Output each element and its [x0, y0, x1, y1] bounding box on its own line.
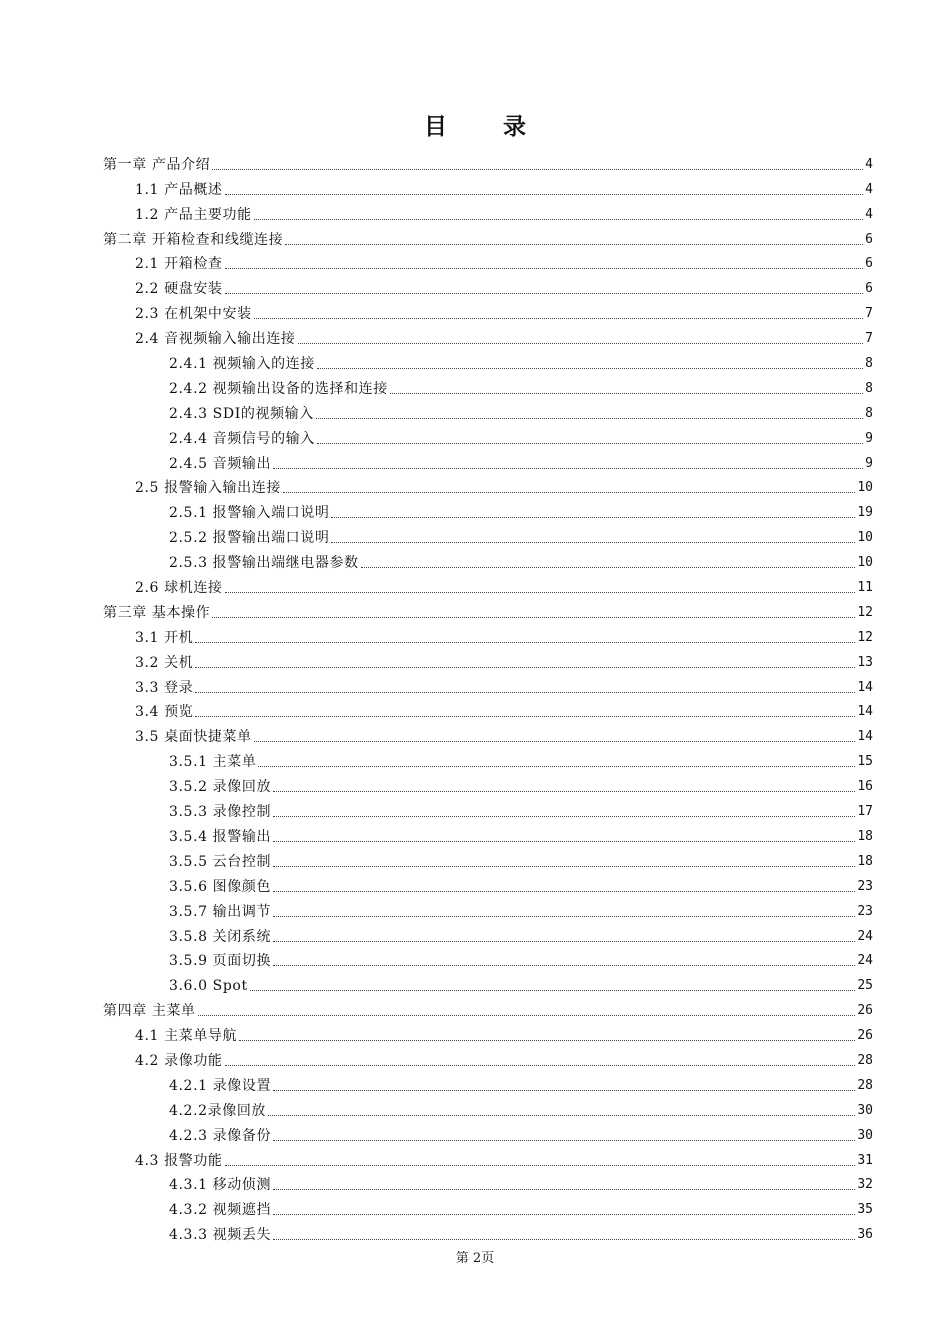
toc-entry-page-number: 8: [865, 380, 873, 396]
toc-entry[interactable]: [103, 746, 873, 771]
dot-leader: [273, 1213, 855, 1215]
toc-entry-page-number: 18: [857, 828, 873, 844]
dot-leader: [331, 541, 855, 543]
toc-entry-title: 4.2.2录像回放: [169, 1102, 267, 1119]
toc-entry-page-number: 14: [857, 704, 873, 720]
toc-entry[interactable]: [103, 647, 873, 672]
dot-leader: [254, 740, 856, 742]
toc-entry-page-number: 30: [857, 1102, 873, 1118]
dot-leader: [283, 491, 855, 493]
toc-entry-page-number: 30: [857, 1127, 873, 1143]
toc-entry[interactable]: [103, 796, 873, 821]
toc-entry-page-number: 7: [865, 306, 873, 322]
toc-entry-title: 2.5.1 报警输入端口说明: [169, 505, 330, 522]
toc-entry-page-number: 25: [857, 978, 873, 994]
toc-entry-page-number: 31: [857, 1152, 873, 1168]
toc-entry[interactable]: [103, 597, 873, 622]
toc-entry[interactable]: [103, 1070, 873, 1095]
toc-entry[interactable]: [103, 547, 873, 572]
toc-entry-page-number: 12: [857, 604, 873, 620]
toc-entry-page-number: 24: [857, 928, 873, 944]
dot-leader: [254, 317, 863, 319]
dot-leader: [225, 267, 864, 269]
toc-title: 目 录: [423, 114, 550, 140]
toc-entry-title: 3.3 登录: [135, 679, 194, 696]
toc-entry-page-number: 7: [865, 331, 873, 347]
dot-leader: [195, 641, 855, 643]
toc-entry[interactable]: [103, 921, 873, 946]
toc-entry-title: 3.5.7 输出调节: [169, 903, 272, 920]
dot-leader: [212, 168, 863, 170]
dot-leader: [317, 367, 863, 369]
toc-entry-title: 2.4.5 音频输出: [169, 455, 272, 472]
dot-leader: [225, 292, 864, 294]
toc-entry-page-number: 19: [857, 505, 873, 521]
toc-entry-title: 2.1 开箱检查: [135, 256, 223, 273]
toc-entry[interactable]: [103, 199, 873, 224]
toc-entry-page-number: 18: [857, 853, 873, 869]
dot-leader: [273, 1238, 855, 1240]
toc-entry-title: 2.4.4 音频信号的输入: [169, 430, 315, 447]
toc-entry[interactable]: [103, 871, 873, 896]
toc-entry-title: 4.2 录像功能: [135, 1052, 223, 1069]
dot-leader: [225, 1164, 856, 1166]
toc-entry-title: 3.6.0 Spot: [169, 978, 248, 995]
dot-leader: [225, 193, 864, 195]
dot-leader: [273, 467, 863, 469]
toc-entry-title: 2.5.3 报警输出端继电器参数: [169, 555, 359, 572]
dot-leader: [273, 1188, 855, 1190]
toc-entry[interactable]: [103, 323, 873, 348]
toc-entry[interactable]: [103, 298, 873, 323]
toc-entry-page-number: 10: [857, 555, 873, 571]
dot-leader: [273, 840, 855, 842]
toc-entry-title: 3.5.1 主菜单: [169, 754, 257, 771]
toc-entry[interactable]: [103, 721, 873, 746]
toc-entry-page-number: 6: [865, 281, 873, 297]
toc-entry[interactable]: [103, 249, 873, 274]
toc-entry[interactable]: [103, 622, 873, 647]
dot-leader: [254, 218, 863, 220]
dot-leader: [212, 616, 855, 618]
dot-leader: [239, 1039, 855, 1041]
dot-leader: [273, 1139, 855, 1141]
toc-entry-title: 第四章 主菜单: [103, 1003, 196, 1020]
toc-entry[interactable]: [103, 398, 873, 423]
toc-entry-page-number: 10: [857, 480, 873, 496]
dot-leader: [273, 865, 855, 867]
dot-leader: [331, 516, 855, 518]
toc-entry-page-number: 26: [857, 1003, 873, 1019]
dot-leader: [273, 964, 855, 966]
toc-entry-title: 3.5 桌面快捷菜单: [135, 729, 252, 746]
toc-entry-page-number: 6: [865, 231, 873, 247]
toc-entry-title: 2.4.3 SDI的视频输入: [169, 405, 314, 422]
toc-entry[interactable]: [103, 473, 873, 498]
dot-leader: [273, 940, 855, 942]
dot-leader: [273, 890, 855, 892]
toc-entry-title: 2.5 报警输入输出连接: [135, 480, 281, 497]
toc-entry-title: 4.3.1 移动侦测: [169, 1177, 272, 1194]
toc-entry-page-number: 36: [857, 1227, 873, 1243]
toc-entry-title: 4.2.3 录像备份: [169, 1127, 272, 1144]
dot-leader: [198, 1014, 856, 1016]
page-number-footer: 第 2页: [455, 1251, 495, 1266]
dot-leader: [195, 715, 855, 717]
toc-entry[interactable]: [103, 224, 873, 249]
toc-entry-page-number: 16: [857, 779, 873, 795]
toc-entry[interactable]: [103, 373, 873, 398]
toc-entry[interactable]: [103, 174, 873, 199]
toc-entry[interactable]: [103, 448, 873, 473]
toc-entry[interactable]: [103, 1170, 873, 1195]
toc-entry-title: 1.1 产品概述: [135, 181, 223, 198]
toc-entry-title: 3.5.5 云台控制: [169, 853, 272, 870]
toc-entry-page-number: 13: [857, 654, 873, 670]
toc-entry-page-number: 10: [857, 530, 873, 546]
toc-entry-page-number: 15: [857, 754, 873, 770]
dot-leader: [258, 765, 855, 767]
toc-entry-title: 4.1 主菜单导航: [135, 1028, 238, 1045]
toc-entry[interactable]: [103, 896, 873, 921]
toc-entry-title: 2.4.2 视频输出设备的选择和连接: [169, 380, 388, 397]
toc-entry[interactable]: [103, 1045, 873, 1070]
dot-leader: [316, 417, 863, 419]
toc-entry[interactable]: [103, 970, 873, 995]
toc-entry[interactable]: [103, 522, 873, 547]
toc-entry[interactable]: [103, 697, 873, 722]
toc-entry-title: 3.5.6 图像颜色: [169, 878, 272, 895]
toc-entry-page-number: 8: [865, 356, 873, 372]
toc-entry[interactable]: [103, 1219, 873, 1244]
dot-leader: [195, 691, 855, 693]
toc-entry-page-number: 17: [857, 804, 873, 820]
toc-entry-title: 3.1 开机: [135, 629, 194, 646]
dot-leader: [298, 342, 864, 344]
toc-entry-page-number: 14: [857, 729, 873, 745]
toc-entry[interactable]: [103, 1020, 873, 1045]
toc-entry-title: 2.3 在机架中安装: [135, 306, 252, 323]
toc-entry-page-number: 32: [857, 1177, 873, 1193]
toc-entry-title: 3.5.2 录像回放: [169, 779, 272, 796]
toc-entry-title: 4.3.3 视频丢失: [169, 1227, 272, 1244]
toc-entry-title: 2.5.2 报警输出端口说明: [169, 530, 330, 547]
dot-leader: [268, 1114, 855, 1116]
toc-entry-title: 第一章 产品介绍: [103, 156, 211, 173]
toc-entry[interactable]: [103, 1194, 873, 1219]
toc-entry-page-number: 9: [865, 430, 873, 446]
toc-entry-page-number: 12: [857, 629, 873, 645]
toc-entry-page-number: 28: [857, 1077, 873, 1093]
toc-entry[interactable]: [103, 771, 873, 796]
toc-entry[interactable]: [103, 348, 873, 373]
toc-entry-title: 3.2 关机: [135, 654, 194, 671]
toc-entry-page-number: 4: [865, 156, 873, 172]
dot-leader: [390, 392, 863, 394]
toc-entry[interactable]: [103, 946, 873, 971]
toc-entry-page-number: 23: [857, 903, 873, 919]
dot-leader: [225, 1064, 856, 1066]
dot-leader: [273, 815, 855, 817]
toc-entry-page-number: 6: [865, 256, 873, 272]
toc-entry[interactable]: [103, 1145, 873, 1170]
dot-leader: [273, 1089, 855, 1091]
toc-entry-title: 3.5.3 录像控制: [169, 804, 272, 821]
toc-entry-page-number: 4: [865, 181, 873, 197]
toc-entry-page-number: 8: [865, 405, 873, 421]
toc-entry-page-number: 35: [857, 1202, 873, 1218]
toc-entry-title: 3.5.9 页面切换: [169, 953, 272, 970]
dot-leader: [317, 442, 863, 444]
toc-entry[interactable]: [103, 497, 873, 522]
dot-leader: [273, 790, 855, 792]
toc-entry-title: 3.4 预览: [135, 704, 194, 721]
toc-entry-page-number: 4: [865, 206, 873, 222]
toc-entry[interactable]: [103, 149, 873, 174]
toc-entry[interactable]: [103, 1120, 873, 1145]
toc-entry-title: 1.2 产品主要功能: [135, 206, 252, 223]
toc-entry[interactable]: [103, 423, 873, 448]
dot-leader: [273, 915, 855, 917]
toc-entry-page-number: 9: [865, 455, 873, 471]
toc-entry[interactable]: [103, 846, 873, 871]
toc-entry-page-number: 14: [857, 679, 873, 695]
toc-entry-title: 4.3 报警功能: [135, 1152, 223, 1169]
toc-entry-title: 2.4.1 视频输入的连接: [169, 356, 315, 373]
toc-entry-page-number: 24: [857, 953, 873, 969]
toc-entry-title: 4.3.2 视频遮挡: [169, 1202, 272, 1219]
toc-entry-title: 2.2 硬盘安装: [135, 281, 223, 298]
dot-leader: [250, 989, 856, 991]
toc-entry[interactable]: [103, 572, 873, 597]
toc-entry[interactable]: [103, 1095, 873, 1120]
table-of-contents: [103, 149, 873, 1244]
toc-entry[interactable]: [103, 672, 873, 697]
toc-entry-title: 第三章 基本操作: [103, 604, 211, 621]
dot-leader: [225, 591, 856, 593]
toc-entry-page-number: 11: [857, 580, 873, 596]
toc-entry-title: 第二章 开箱检查和线缆连接: [103, 231, 284, 248]
toc-entry-title: 3.5.8 关闭系统: [169, 928, 272, 945]
toc-entry-title: 2.4 音视频输入输出连接: [135, 331, 296, 348]
dot-leader: [285, 243, 863, 245]
toc-entry-page-number: 23: [857, 878, 873, 894]
toc-entry-title: 3.5.4 报警输出: [169, 828, 272, 845]
toc-entry[interactable]: [103, 273, 873, 298]
toc-entry[interactable]: [103, 995, 873, 1020]
toc-entry-page-number: 26: [857, 1028, 873, 1044]
toc-entry-title: 2.6 球机连接: [135, 580, 223, 597]
toc-entry[interactable]: [103, 821, 873, 846]
dot-leader: [195, 666, 855, 668]
toc-entry-page-number: 28: [857, 1052, 873, 1068]
dot-leader: [361, 566, 856, 568]
toc-entry-title: 4.2.1 录像设置: [169, 1077, 272, 1094]
